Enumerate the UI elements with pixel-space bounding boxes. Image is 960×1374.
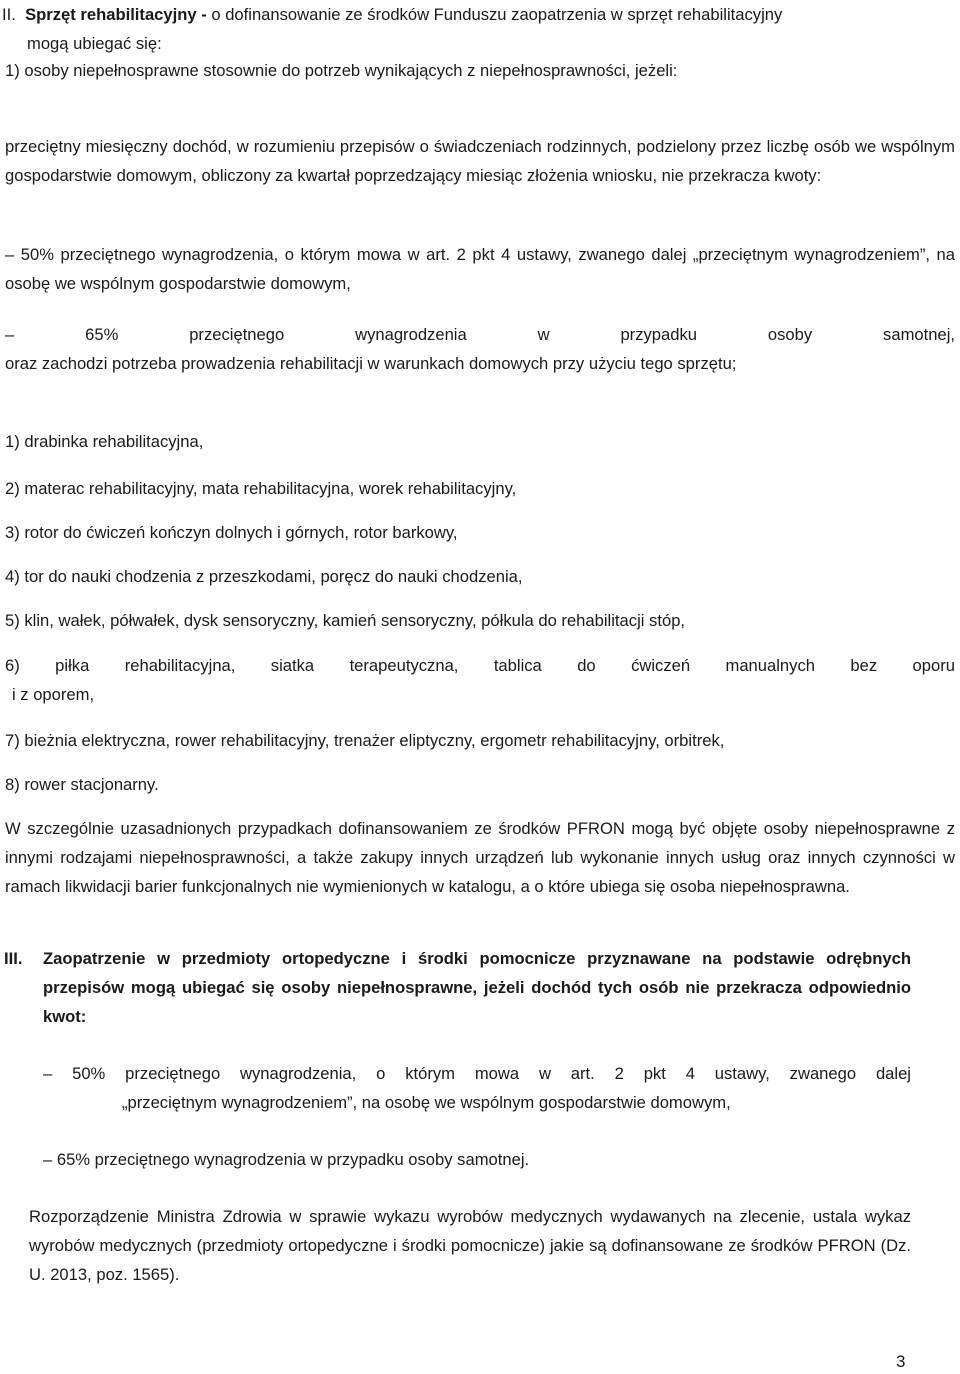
section-3-threshold-50-line1: – 50% przeciętnego wynagrodzenia, o którym mowa w art. 2 pkt 4 ustawy, zwanego dalej [43,1064,911,1083]
threshold-65-percent-rest: oraz zachodzi potrzeba prowadzenia rehabilitacji w warunkach domowych przy użyciu tego sprzętu; [5,354,737,373]
list-item-5: 5) klin, wałek, półwałek, dysk sensoryczny, kamień sensoryczny, półkula do rehabilitacji stóp, [5,611,686,630]
list-item-2: 2) materac rehabilitacyjny, mata rehabilitacyjna, worek rehabilitacyjny, [5,479,517,498]
section-2-number: II. [2,5,16,24]
list-item-4: 4) tor do nauki chodzenia z przeszkodami, poręcz do nauki chodzenia, [5,567,523,586]
list-item-7: 7) bieżnia elektryczna, rower rehabilitacyjny, trenażer eliptyczny, ergometr rehabilitacyjny, orbitrek, [5,731,725,750]
section-2-heading [2,0,954,29]
section-3-threshold-50-line2: „przeciętnym wynagrodzeniem”, na osobę we wspólnym gospodarstwie domowym, [122,1093,731,1112]
threshold-50-percent: – 50% przeciętnego wynagrodzenia, o którym mowa w art. 2 pkt 4 ustawy, zwanego dalej „przeciętnym wynagrodzeniem”, na osobę we wspólnym gospodarstwie domowym, [5,245,955,293]
section-2-intro-line2: mogą ubiegać się: [27,34,162,53]
section-3-threshold-65: – 65% przeciętnego wynagrodzenia w przypadku osoby samotnej. [43,1150,530,1169]
threshold-65-percent-line1: – 65% przeciętnego wynagrodzenia w przypadku osoby samotnej, [5,325,955,344]
list-item-8: 8) rower stacjonarny. [5,775,159,794]
section-2-intro-line1: II. Sprzęt rehabilitacyjny - o dofinansowanie ze środków Funduszu zaopatrzenia w sprzęt rehabilitacyjny [2,5,783,24]
list-item-6-continued: i z oporem, [12,685,95,704]
point-1: 1) osoby niepełnosprawne stosownie do potrzeb wynikających z niepełnosprawności, jeżeli: [5,61,678,80]
list-item-1: 1) drabinka rehabilitacyjna, [5,432,204,451]
income-condition: przeciętny miesięczny dochód, w rozumieniu przepisów o świadczeniach rodzinnych, podzielony przez liczbę osób we wspólnym gospodarstwie domowym, obliczony za kwartał poprzedzający miesiąc złożenia wniosku, nie przekracza kwoty: [5,137,955,185]
list-item-6: 6) piłka rehabilitacyjna, siatka terapeutyczna, tablica do ćwiczeń manualnych bez oporu [5,656,955,675]
list-item-3: 3) rotor do ćwiczeń kończyn dolnych i górnych, rotor barkowy, [5,523,458,542]
regulation-paragraph: Rozporządzenie Ministra Zdrowia w sprawie wykazu wyrobów medycznych wydawanych na zlecenie, ustala wykaz wyrobów medycznych (przedmioty ortopedyczne i środki pomocnicze) jakie są dofinansowane ze środków PFRON (Dz. U. 2013, poz. 1565). [29,1207,911,1284]
section-3-title: Zaopatrzenie w przedmioty ortopedyczne i środki pomocnicze przyznawane na podstawie odrębnych przepisów mogą ubiegać się osoby niepełnosprawne, jeżeli dochód tych osób nie przekracza odpowiednio kwot: [43,949,911,1026]
page-number: 3 [896,1352,906,1371]
section-2-title: Sprzęt rehabilitacyjny - [25,5,207,24]
special-cases-paragraph: W szczególnie uzasadnionych przypadkach dofinansowaniem ze środków PFRON mogą być objęte osoby niepełnosprawne z innymi rodzajami niepełnosprawności, a także zakupy innych urządzeń lub wykonanie innych usług oraz innych czynności w ramach likwidacji barier funkcjonalnych nie wymienionych w katalogu, a o które ubiega się osoba niepełnosprawna. [5,819,955,896]
section-3-number: III. [4,949,23,968]
